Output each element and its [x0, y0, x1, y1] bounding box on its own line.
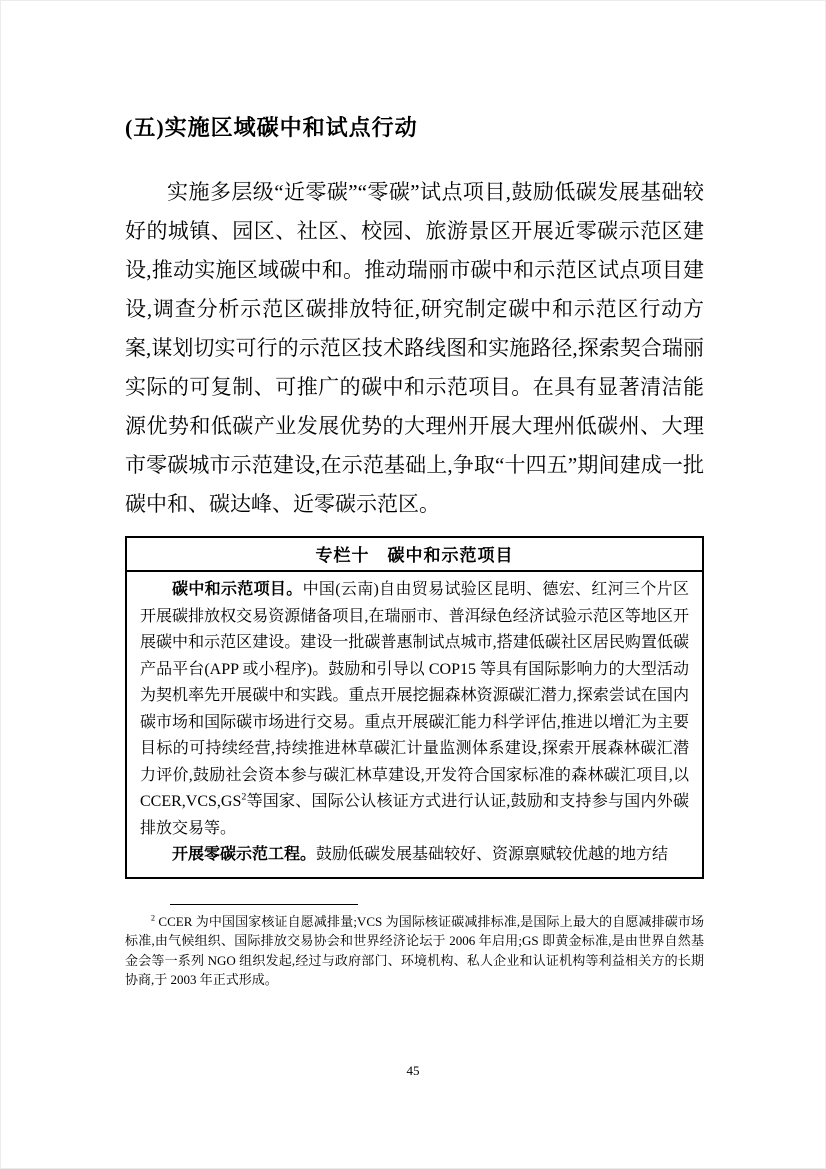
box-paragraph-1-lead: 碳中和示范项目。: [172, 581, 303, 598]
box-paragraph-1-text-a: 中国(云南)自由贸易试验区昆明、德宏、红河三个片区开展碳排放权交易资源储备项目,在瑞丽市、普洱绿色经济试验示范区等地区开展碳中和示范区建设。建设一批碳普惠制试点城市,搭建低碳社区居民购置低碳产品平台(APP 或小程序)。鼓励和引导以 COP15 等具有国际影响力的大型活动为契机率先开展碳中和实践。重点开展挖掘森林资源碳汇潜力,探索尝试在国内碳市场和国际碳市场进行交易。重点开展碳汇能力科学评估,推进以增汇为主要目标的可持续经营,持续推进林草碳汇计量监测体系建设,探索开展森林碳汇潜力评价,鼓励社会资本参与碳汇林草建设,开发符合国家标准的森林碳汇项目,以 CCER,VCS,GS: [140, 581, 689, 810]
column-box-title: 专栏十 碳中和示范项目: [127, 538, 702, 572]
footnote-2-text: CCER 为中国国家核证自愿减排量;VCS 为国际核证碳减排标准,是国际上最大的自愿减排碳市场标准,由气候组织、国际排放交易协会和世界经济论坛于 2006 年启用;GS 即黄金标准,是由世界自然基金会等一系列 NGO 组织发起,经过与政府部门、环境机构、私人企业和认证机构等利益相关方的长期协商,于 2003 年正式形成。: [125, 913, 704, 987]
column-box-body: [127, 572, 702, 877]
column-box: [125, 536, 704, 879]
section-heading: (五)实施区域碳中和试点行动: [125, 115, 418, 140]
box-paragraph-zero-carbon-project: [140, 842, 689, 869]
box-paragraph-2-lead: 开展零碳示范工程。: [172, 846, 317, 863]
box-paragraph-2-text: 鼓励低碳发展基础较好、资源禀赋较优越的地方结: [316, 846, 669, 863]
page-number: 45: [406, 1063, 420, 1078]
footnote-2: [125, 912, 704, 990]
footnote-separator-line: [170, 904, 358, 905]
footnote-2-marker: 2: [151, 913, 156, 923]
page-content: [125, 1, 704, 990]
box-paragraph-carbon-neutral-demo: [140, 577, 689, 842]
box-paragraph-1-text-b: 等国家、国际公认核证方式进行认证,鼓励和支持参与国内外碳排放交易等。: [140, 793, 689, 837]
section-paragraph: 实施多层级“近零碳”“零碳”试点项目,鼓励低碳发展基础较好的城镇、园区、社区、校园、旅游景区开展近零碳示范区建设,推动实施区域碳中和。推动瑞丽市碳中和示范区试点项目建设,调查分析示范区碳排放特征,研究制定碳中和示范区行动方案,谋划切实可行的示范区技术路线图和实施路径,探索契合瑞丽实际的可复制、可推广的碳中和示范项目。在具有显著清洁能源优势和低碳产业发展优势的大理州开展大理州低碳州、大理市零碳城市示范建设,在示范基础上,争取“十四五”期间建成一批碳中和、碳达峰、近零碳示范区。: [125, 180, 704, 516]
footnote-2-reference: 2: [241, 791, 247, 803]
